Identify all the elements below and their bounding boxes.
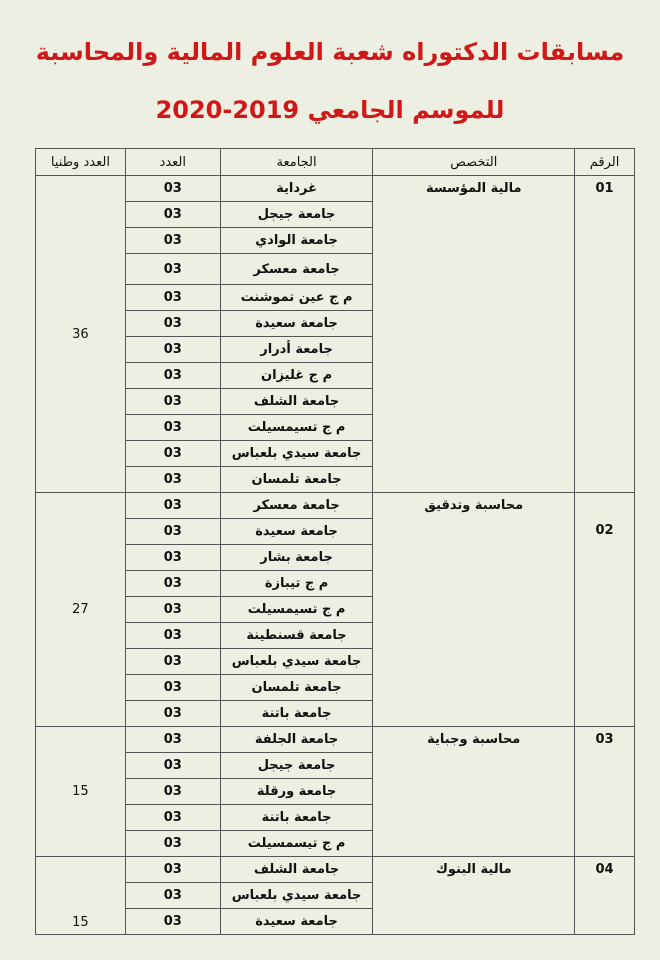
university-cell: جامعة سعيدة bbox=[220, 311, 373, 337]
page-title: مسابقات الدكتوراه شعبة العلوم المالية والمحاسبة bbox=[35, 38, 625, 66]
university-cell: جامعة سعيدة bbox=[220, 909, 373, 935]
count-cell: 03 bbox=[125, 623, 220, 649]
count-cell: 03 bbox=[125, 545, 220, 571]
national-count-cell: 27 bbox=[36, 493, 126, 727]
university-cell: م ج تيسمسيلت bbox=[220, 831, 373, 857]
count-cell: 03 bbox=[125, 202, 220, 228]
table-header-row bbox=[36, 149, 635, 176]
count-cell: 03 bbox=[125, 389, 220, 415]
university-cell: جامعة سيدي بلعباس bbox=[220, 441, 373, 467]
count-cell: 03 bbox=[125, 254, 220, 285]
university-cell: جامعة الجلفة bbox=[220, 727, 373, 753]
university-cell: جامعة معسكر bbox=[220, 254, 373, 285]
count-cell: 03 bbox=[125, 519, 220, 545]
count-cell: 03 bbox=[125, 805, 220, 831]
count-cell: 03 bbox=[125, 571, 220, 597]
group-specialty: محاسبة وجباية bbox=[373, 727, 575, 857]
university-cell: جامعة الشلف bbox=[220, 389, 373, 415]
table-row bbox=[36, 857, 635, 883]
doctorate-competitions-table bbox=[35, 148, 635, 935]
university-cell: م ج تسيمسيلت bbox=[220, 415, 373, 441]
table-row bbox=[36, 176, 635, 202]
table-row bbox=[36, 727, 635, 753]
table-row bbox=[36, 493, 635, 519]
group-number: 01 bbox=[575, 176, 635, 493]
university-cell: جامعة الوادي bbox=[220, 228, 373, 254]
count-cell: 03 bbox=[125, 415, 220, 441]
count-cell: 03 bbox=[125, 363, 220, 389]
university-cell: م ج تسيمسيلت bbox=[220, 597, 373, 623]
university-cell: م ج تيبازة bbox=[220, 571, 373, 597]
count-cell: 03 bbox=[125, 727, 220, 753]
count-cell: 03 bbox=[125, 441, 220, 467]
group-specialty: مالية المؤسسة bbox=[373, 176, 575, 493]
university-cell: جامعة بشار bbox=[220, 545, 373, 571]
count-cell: 03 bbox=[125, 701, 220, 727]
count-cell: 03 bbox=[125, 597, 220, 623]
header-national-count: العدد وطنيا bbox=[36, 149, 126, 176]
university-cell: جامعة سعيدة bbox=[220, 519, 373, 545]
header-university: الجامعة bbox=[220, 149, 373, 176]
count-cell: 03 bbox=[125, 285, 220, 311]
group-specialty: مالية البنوك bbox=[373, 857, 575, 935]
count-cell: 03 bbox=[125, 311, 220, 337]
university-cell: جامعة أدرار bbox=[220, 337, 373, 363]
count-cell: 03 bbox=[125, 176, 220, 202]
count-cell: 03 bbox=[125, 753, 220, 779]
group-number: 04 bbox=[575, 857, 635, 935]
national-count-cell: 36 bbox=[36, 176, 126, 493]
count-cell: 03 bbox=[125, 857, 220, 883]
group-number: 03 bbox=[575, 727, 635, 857]
page-subtitle: للموسم الجامعي 2019-2020 bbox=[155, 96, 505, 124]
count-cell: 03 bbox=[125, 831, 220, 857]
count-cell: 03 bbox=[125, 675, 220, 701]
university-cell: جامعة تلمسان bbox=[220, 675, 373, 701]
university-cell: جامعة سيدي بلعباس bbox=[220, 883, 373, 909]
university-cell: جامعة ورقلة bbox=[220, 779, 373, 805]
university-cell: جامعة سيدي بلعباس bbox=[220, 649, 373, 675]
university-cell: م ج غليزان bbox=[220, 363, 373, 389]
header-specialty: التخصص bbox=[373, 149, 575, 176]
university-cell: جامعة تلمسان bbox=[220, 467, 373, 493]
national-count-cell: 15 bbox=[36, 727, 126, 857]
count-cell: 03 bbox=[125, 337, 220, 363]
university-cell: جامعة جيجل bbox=[220, 753, 373, 779]
count-cell: 03 bbox=[125, 649, 220, 675]
group-specialty: محاسبة وتدقيق bbox=[373, 493, 575, 727]
university-cell: جامعة الشلف bbox=[220, 857, 373, 883]
count-cell: 03 bbox=[125, 228, 220, 254]
university-cell: غرداية bbox=[220, 176, 373, 202]
university-cell: جامعة قسنطينة bbox=[220, 623, 373, 649]
count-cell: 03 bbox=[125, 779, 220, 805]
university-cell: جامعة باتنة bbox=[220, 701, 373, 727]
university-cell: جامعة معسكر bbox=[220, 493, 373, 519]
national-count-cell: 15 bbox=[36, 857, 126, 935]
count-cell: 03 bbox=[125, 909, 220, 935]
group-number: 02 bbox=[575, 493, 635, 727]
count-cell: 03 bbox=[125, 467, 220, 493]
header-number: الرقم bbox=[575, 149, 635, 176]
university-cell: م ج عين تموشنت bbox=[220, 285, 373, 311]
university-cell: جامعة باتنة bbox=[220, 805, 373, 831]
count-cell: 03 bbox=[125, 883, 220, 909]
count-cell: 03 bbox=[125, 493, 220, 519]
university-cell: جامعة جيجل bbox=[220, 202, 373, 228]
header-count: العدد bbox=[125, 149, 220, 176]
